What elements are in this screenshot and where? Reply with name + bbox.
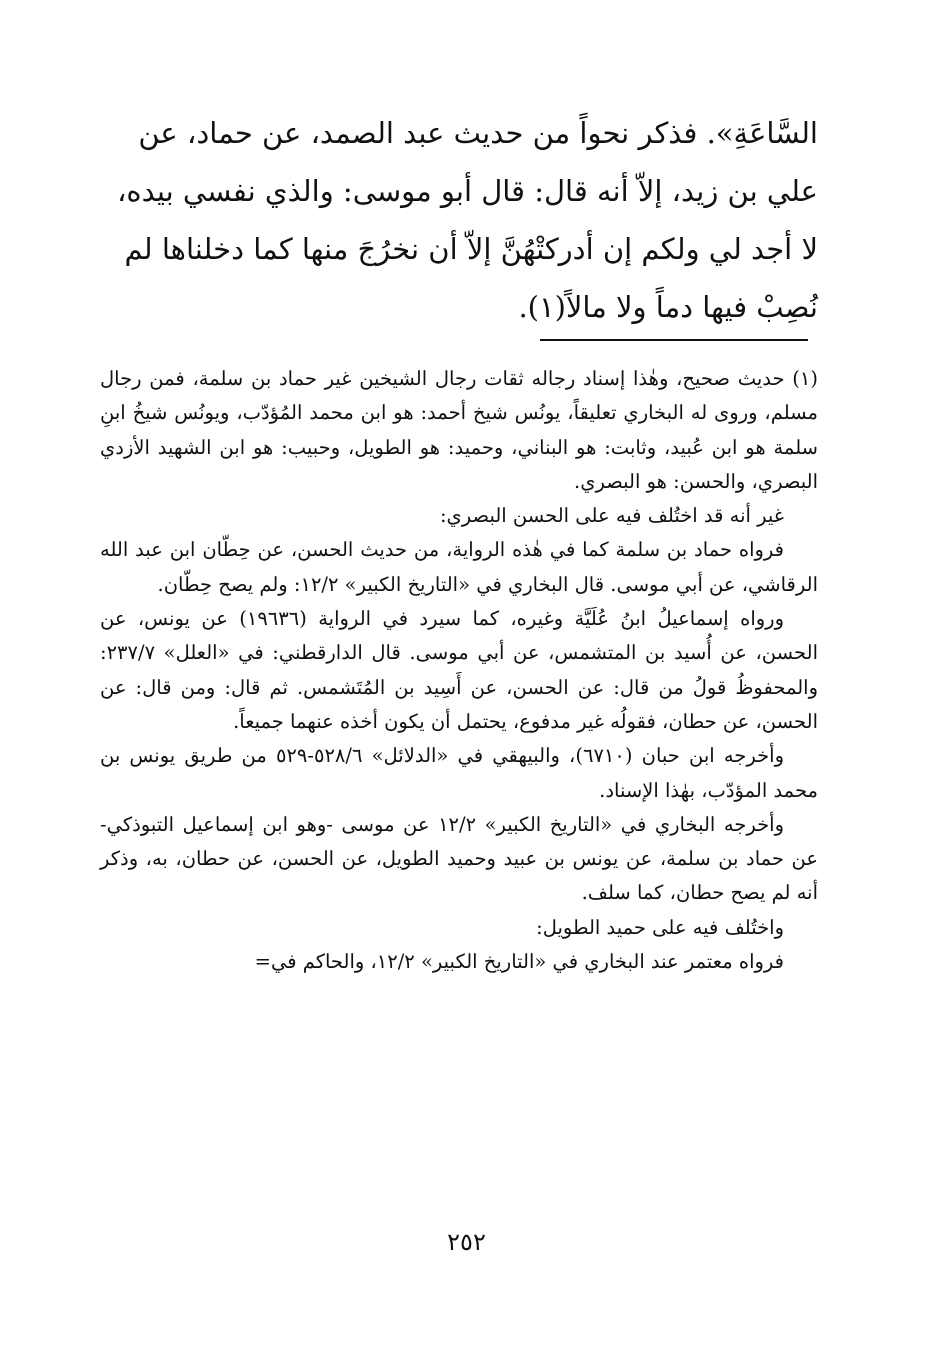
footnote-separator (540, 339, 808, 341)
footnote-paragraph: وأخرجه ابن حبان (٦٧١٠)، والبيهقي في «الدلائل» ٥٢٨/٦-٥٢٩ من طريق يونس بن محمد المؤدّب، بهٰذا الإسناد. (100, 744, 818, 802)
footnote-paragraph: ورواه إسماعيلُ ابنُ عُلَيَّة وغيره، كما سيرد في الرواية (١٩٦٣٦) عن يونس، عن الحسن، عن أُسيد بن المتشمس، عن أبي موسى. قال الدارقطني: في «العلل» ٢٣٧/٧: والمحفوظُ قولُ من قال: عن الحسن، عن أَسِيد بن المُتَشمس. ثم قال: ومن قال: عن الحسن، عن حطان، فقولُه غير مدفوع، يحتمل أن يكون أخذه عنهما جميعاً. (100, 607, 818, 733)
footnote-paragraph: وأخرجه البخاري في «التاريخ الكبير» ١٢/٢ عن موسى -وهو ابن إسماعيل التبوذكي- عن حماد بن سلمة، عن يونس بن عبيد وحميد الطويل، عن الحسن، عن حطان، به، وذكر أنه لم يصح حطان، كما سلف. (100, 812, 818, 905)
footnote-paragraph: واختُلف فيه على حميد الطويل: (536, 915, 784, 939)
main-text-line: لا أجد لي ولكم إن أدركتْهُنَّ إلاّ أن نخرُجَ منها كما دخلناها لم (124, 232, 818, 266)
footnote-paragraph: (١) حديث صحيح، وهٰذا إسناد رجاله ثقات رجال الشيخين غير حماد بن سلمة، فمن رجال مسلم، وروى له البخاري تعليقاً، يونُس شيخ أحمد: هو ابن محمد المُؤدّب، ويونُس شيخُ ابنِ سلمة هو ابن عُبيد، وثابت: هو البناني، وحميد: هو الطويل، وحبيب: هو ابن الشهيد الأزدي البصري، والحسن: هو البصري. (100, 367, 818, 493)
page-number: ٢٥٢ (447, 1228, 486, 1256)
footnote-paragraph: فرواه حماد بن سلمة كما في هٰذه الرواية، من حديث الحسن، عن حِطّان ابن عبد الله الرقاشي، عن أبي موسى. قال البخاري في «التاريخ الكبير» ١٢/٢: ولم يصح حِطّان. (100, 538, 818, 596)
main-text-line: علي بن زيد، إلاّ أنه قال: قال أبو موسى: والذي نفسي بيده، (117, 174, 818, 208)
footnote-paragraph: فرواه معتمر عند البخاري في «التاريخ الكبير» ١٢/٢، والحاكم في= (254, 950, 784, 974)
main-text-line: السَّاعَةِ». فذكر نحواً من حديث عبد الصمد، عن حماد، عن (138, 116, 818, 150)
main-text-line: نُصِبْ فيها دماً ولا مالاً(١). (518, 290, 818, 324)
main-text (100, 104, 818, 336)
footnote-paragraph: غير أنه قد اختُلف فيه على الحسن البصري: (439, 504, 784, 528)
footnotes (100, 362, 818, 979)
